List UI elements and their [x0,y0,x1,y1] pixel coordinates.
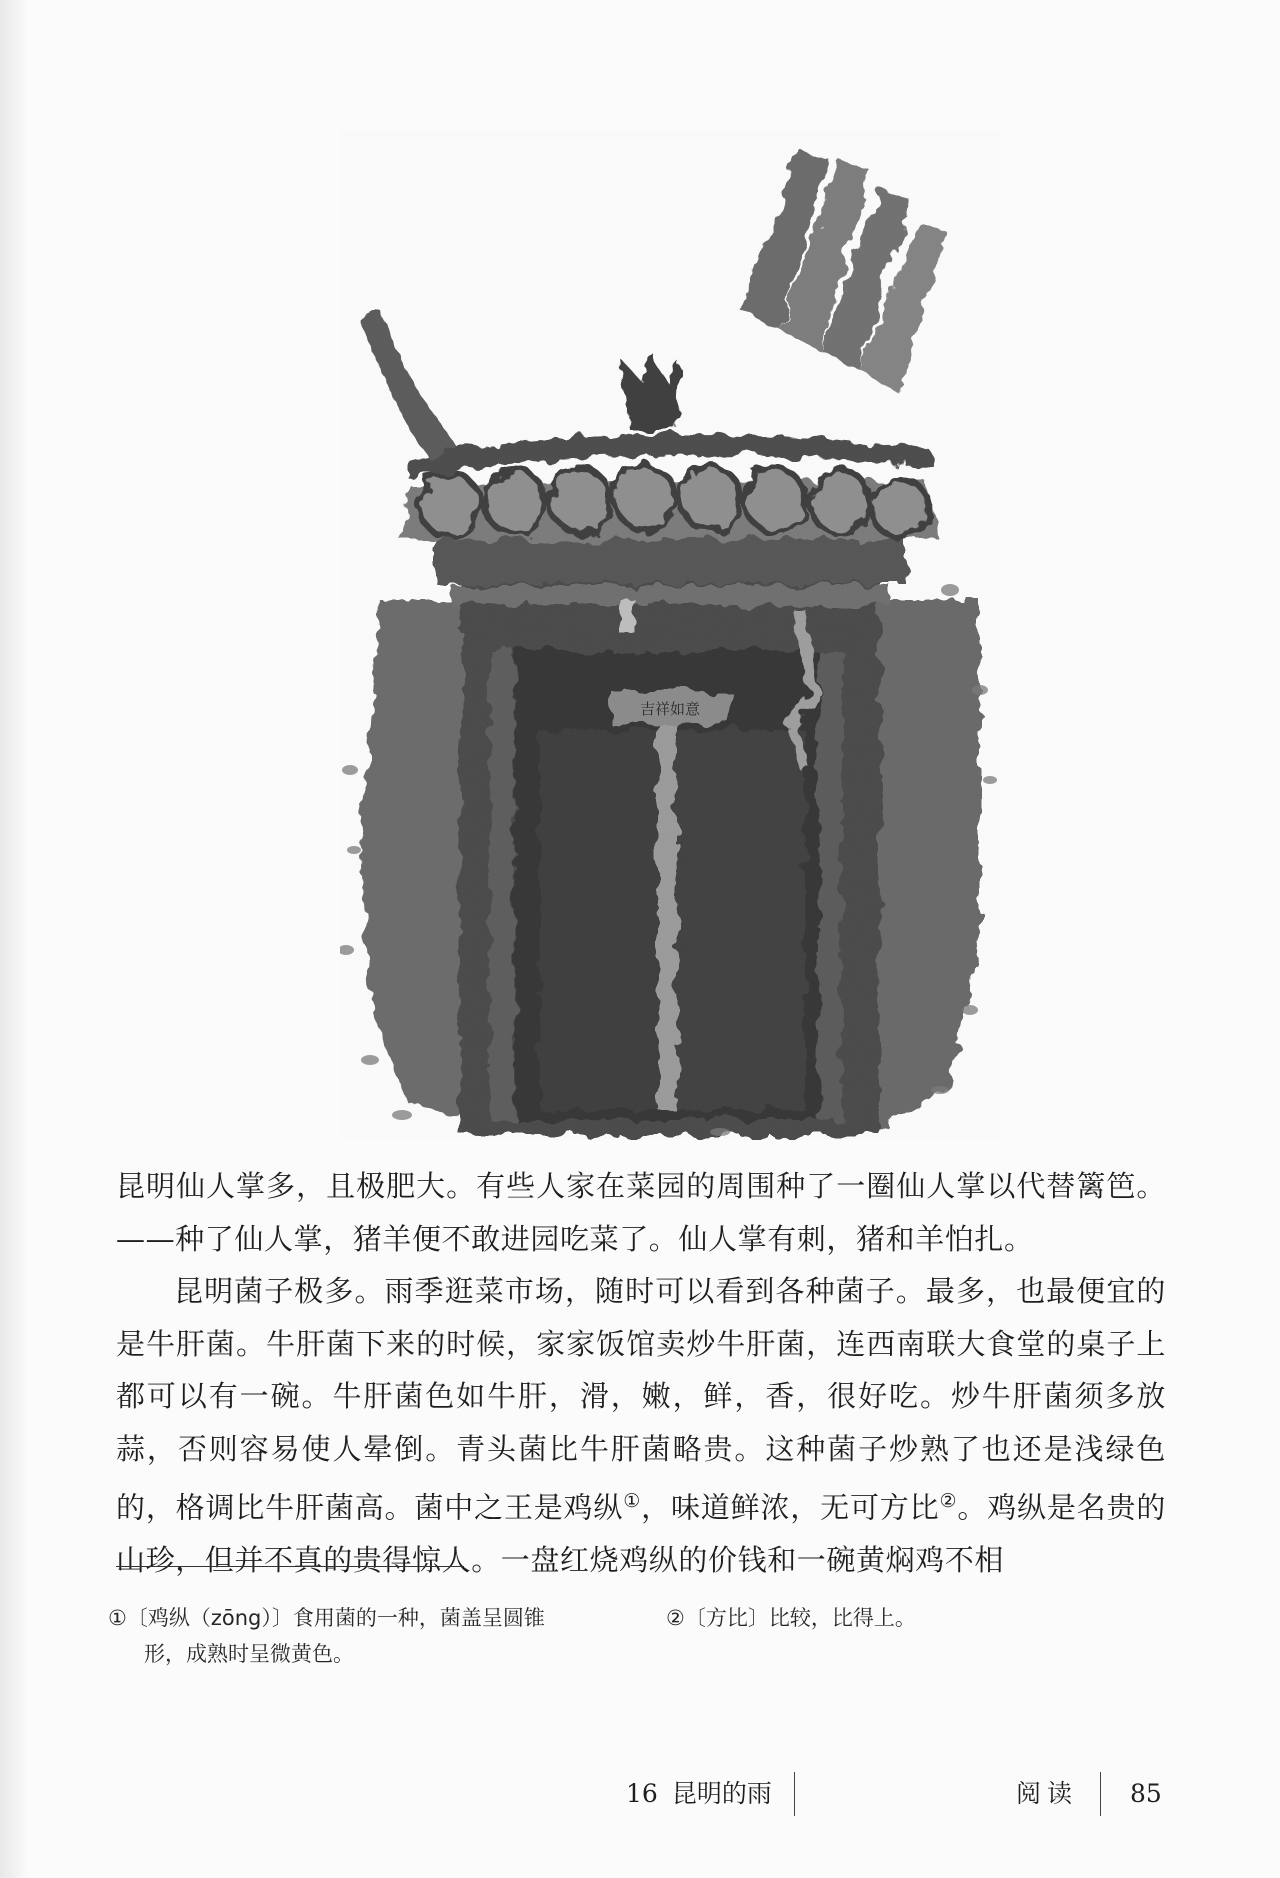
footnote-1-line-1: ①〔鸡纵（zōng）〕食用菌的一种，菌盖呈圆锥 [108,1606,545,1630]
paragraph-2-part-c: 。鸡纵是名贵的山珍，但并不真的贵得惊人。一盘红烧鸡纵的价钱和一碗黄焖鸡不相 [116,1490,1166,1578]
paragraph-1: 昆明仙人掌多，且极肥大。有些人家在菜园的周围种了一圈仙人掌以代替篱笆。——种了仙人掌，猪羊便不敢进园吃菜了。仙人掌有刺，猪和羊怕扎。 [116,1169,1166,1256]
footnote-1-line-2: 形，成熟时呈微黄色。 [144,1642,354,1666]
footer-lesson [626,1772,772,1816]
footer-separator [794,1772,795,1816]
footnote-1 [108,1600,628,1672]
paragraph-2-part-a: 昆明菌子极多。雨季逛菜市场，随时可以看到各种菌子。最多，也最便宜的是牛肝菌。牛肝菌下来的时候，家家饭馆卖炒牛肝菌，连西南联大食堂的桌子上都可以有一碗。牛肝菌色如牛肝，滑，嫩，鲜，香，很好吃。炒牛肝菌须多放蒜，否则容易使人晕倒。青头菌比牛肝菌略贵。这种菌子炒熟了也还是浅绿色的，格调比牛肝菌高。菌中之王是鸡纵 [116,1274,1166,1525]
footer-separator [1100,1772,1101,1816]
gateway-illustration [340,130,1000,1140]
footer-section-label: 阅读 [1016,1779,1079,1808]
page-gutter-shadow [0,0,28,1878]
paragraph-2-part-b: ，味道鲜浓，无可方比 [641,1490,940,1525]
lesson-title: 昆明的雨 [671,1779,772,1808]
footnote-2: ②〔方比〕比较，比得上。 [666,1606,916,1630]
footnote-ref-2[interactable]: ② [939,1490,958,1512]
paragraph-2 [116,1265,1166,1587]
page-number: 85 [1130,1779,1162,1808]
footnote-ref-1[interactable]: ① [623,1490,642,1512]
door-plaque-text: 吉祥如意 [639,700,701,718]
footnote-divider [116,1566,464,1567]
body-text [116,1160,1166,1587]
lesson-number: 16 [626,1779,658,1808]
